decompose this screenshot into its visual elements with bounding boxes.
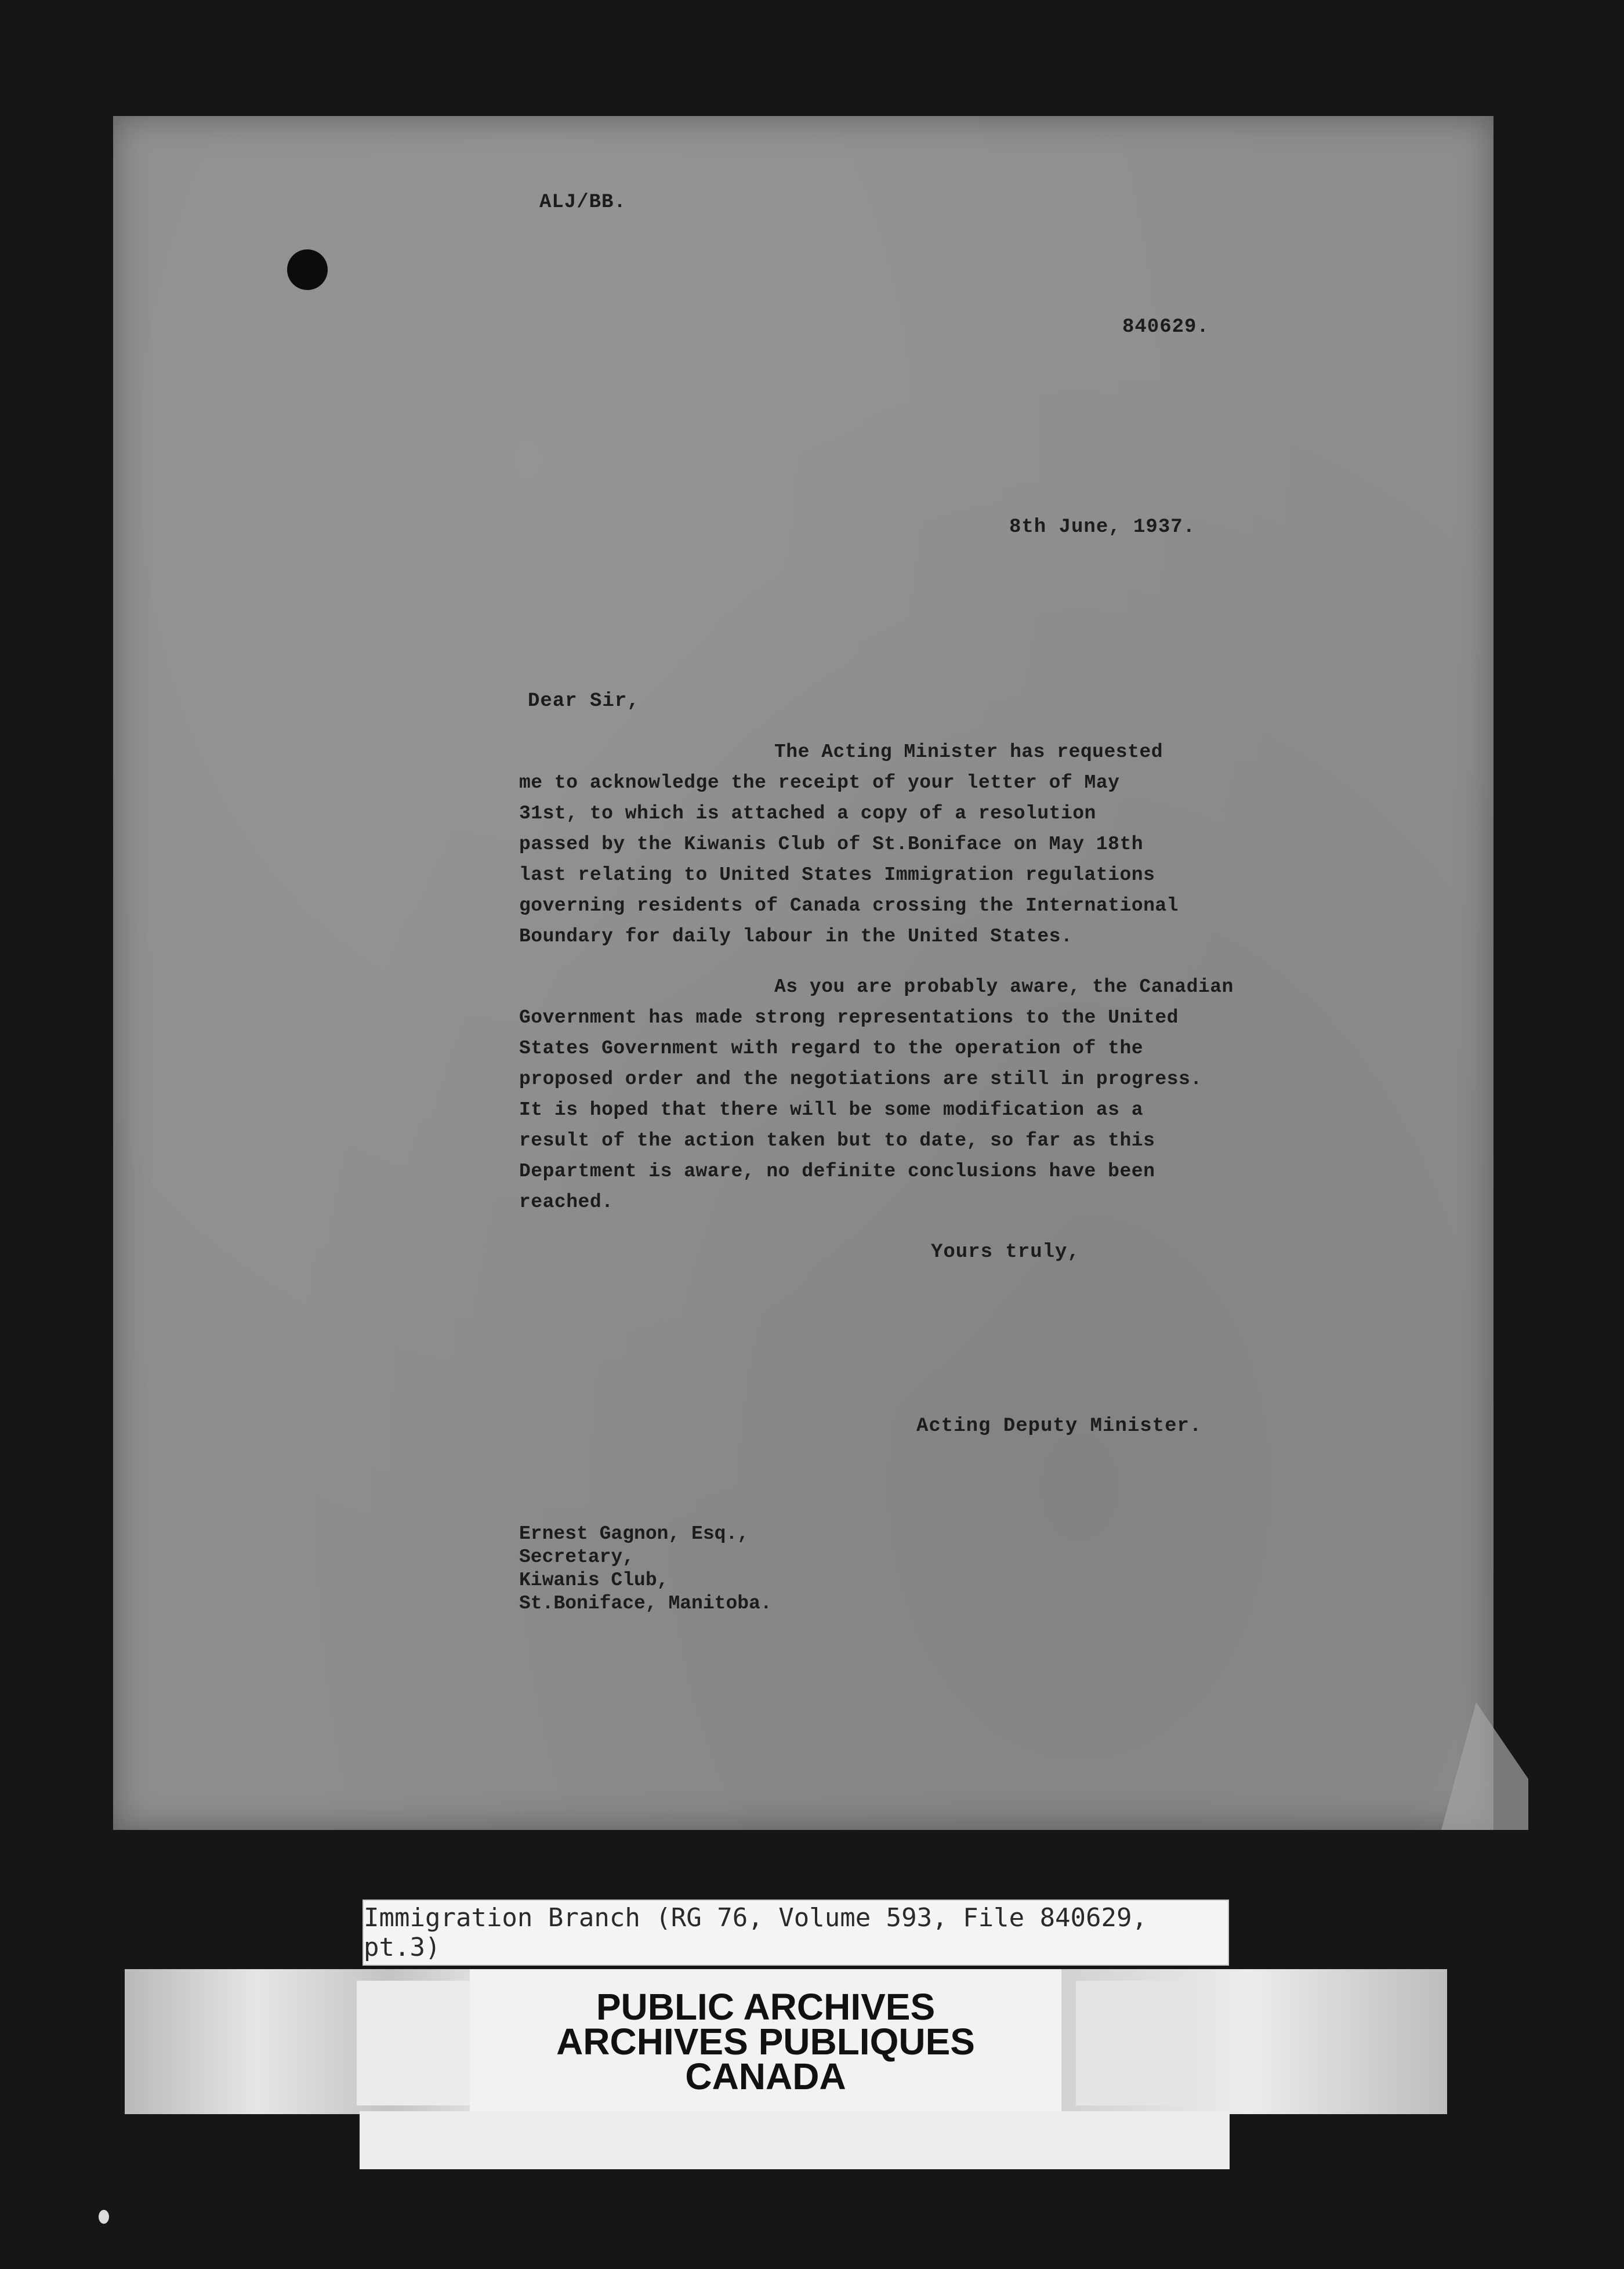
- paragraph-line: Government has made strong representations to the United: [519, 1007, 1179, 1028]
- paragraph-line: As you are probably aware, the Canadian: [774, 976, 1234, 998]
- paragraph-line: States Government with regard to the operation of the: [519, 1038, 1144, 1059]
- punch-hole: [287, 249, 328, 290]
- paragraph-line: last relating to United States Immigration regulations: [519, 864, 1155, 886]
- paragraph-line: reached.: [519, 1191, 614, 1213]
- letter-sheet: [113, 116, 1494, 1830]
- archive-reference-label: [362, 1900, 1229, 1966]
- paragraph-line: result of the action taken but to date, so far as this: [519, 1130, 1155, 1151]
- archive-reference-text: Immigration Branch (RG 76, Volume 593, File 840629, pt.3): [364, 1903, 1148, 1962]
- address-line: Ernest Gagnon, Esq.,: [519, 1523, 749, 1545]
- paragraph-1: [519, 737, 1179, 952]
- paragraph-line: governing residents of Canada crossing the International: [519, 895, 1179, 916]
- file-number: 840629.: [1122, 316, 1209, 338]
- band-tab-right: [1076, 1981, 1192, 2105]
- paragraph-2: [519, 972, 1234, 1217]
- recipient-address: [519, 1523, 772, 1615]
- letter-date: 8th June, 1937.: [1009, 516, 1196, 538]
- public-archives-stamp: [470, 1969, 1061, 2114]
- signature-title: Acting Deputy Minister.: [916, 1415, 1202, 1437]
- address-line: St.Boniface, Manitoba.: [519, 1593, 772, 1614]
- band-tab-left: [357, 1981, 478, 2105]
- paragraph-line: 31st, to which is attached a copy of a resolution: [519, 803, 1096, 824]
- film-speck: [99, 2210, 109, 2224]
- paragraph-line: me to acknowledge the receipt of your letter of May: [519, 772, 1120, 793]
- stamp-line: ARCHIVES PUBLIQUES: [556, 2021, 975, 2063]
- stamp-line: CANADA: [685, 2056, 846, 2097]
- paragraph-line: passed by the Kiwanis Club of St.Boniface on May 18th: [519, 833, 1144, 855]
- paragraph-line: The Acting Minister has requested: [774, 741, 1163, 763]
- address-line: Secretary,: [519, 1546, 635, 1568]
- stamp-line: PUBLIC ARCHIVES: [596, 1986, 936, 2028]
- paragraph-line: proposed order and the negotiations are still in progress.: [519, 1068, 1202, 1090]
- salutation: Dear Sir,: [528, 690, 640, 712]
- paragraph-line: Boundary for daily labour in the United States.: [519, 926, 1073, 947]
- address-line: Kiwanis Club,: [519, 1570, 669, 1591]
- closing: Yours truly,: [931, 1241, 1080, 1263]
- reference-initials: ALJ/BB.: [539, 191, 626, 213]
- paragraph-line: It is hoped that there will be some modification as a: [519, 1099, 1144, 1121]
- bottom-blank-strip: [360, 2111, 1230, 2169]
- paragraph-line: Department is aware, no definite conclusions have been: [519, 1161, 1155, 1182]
